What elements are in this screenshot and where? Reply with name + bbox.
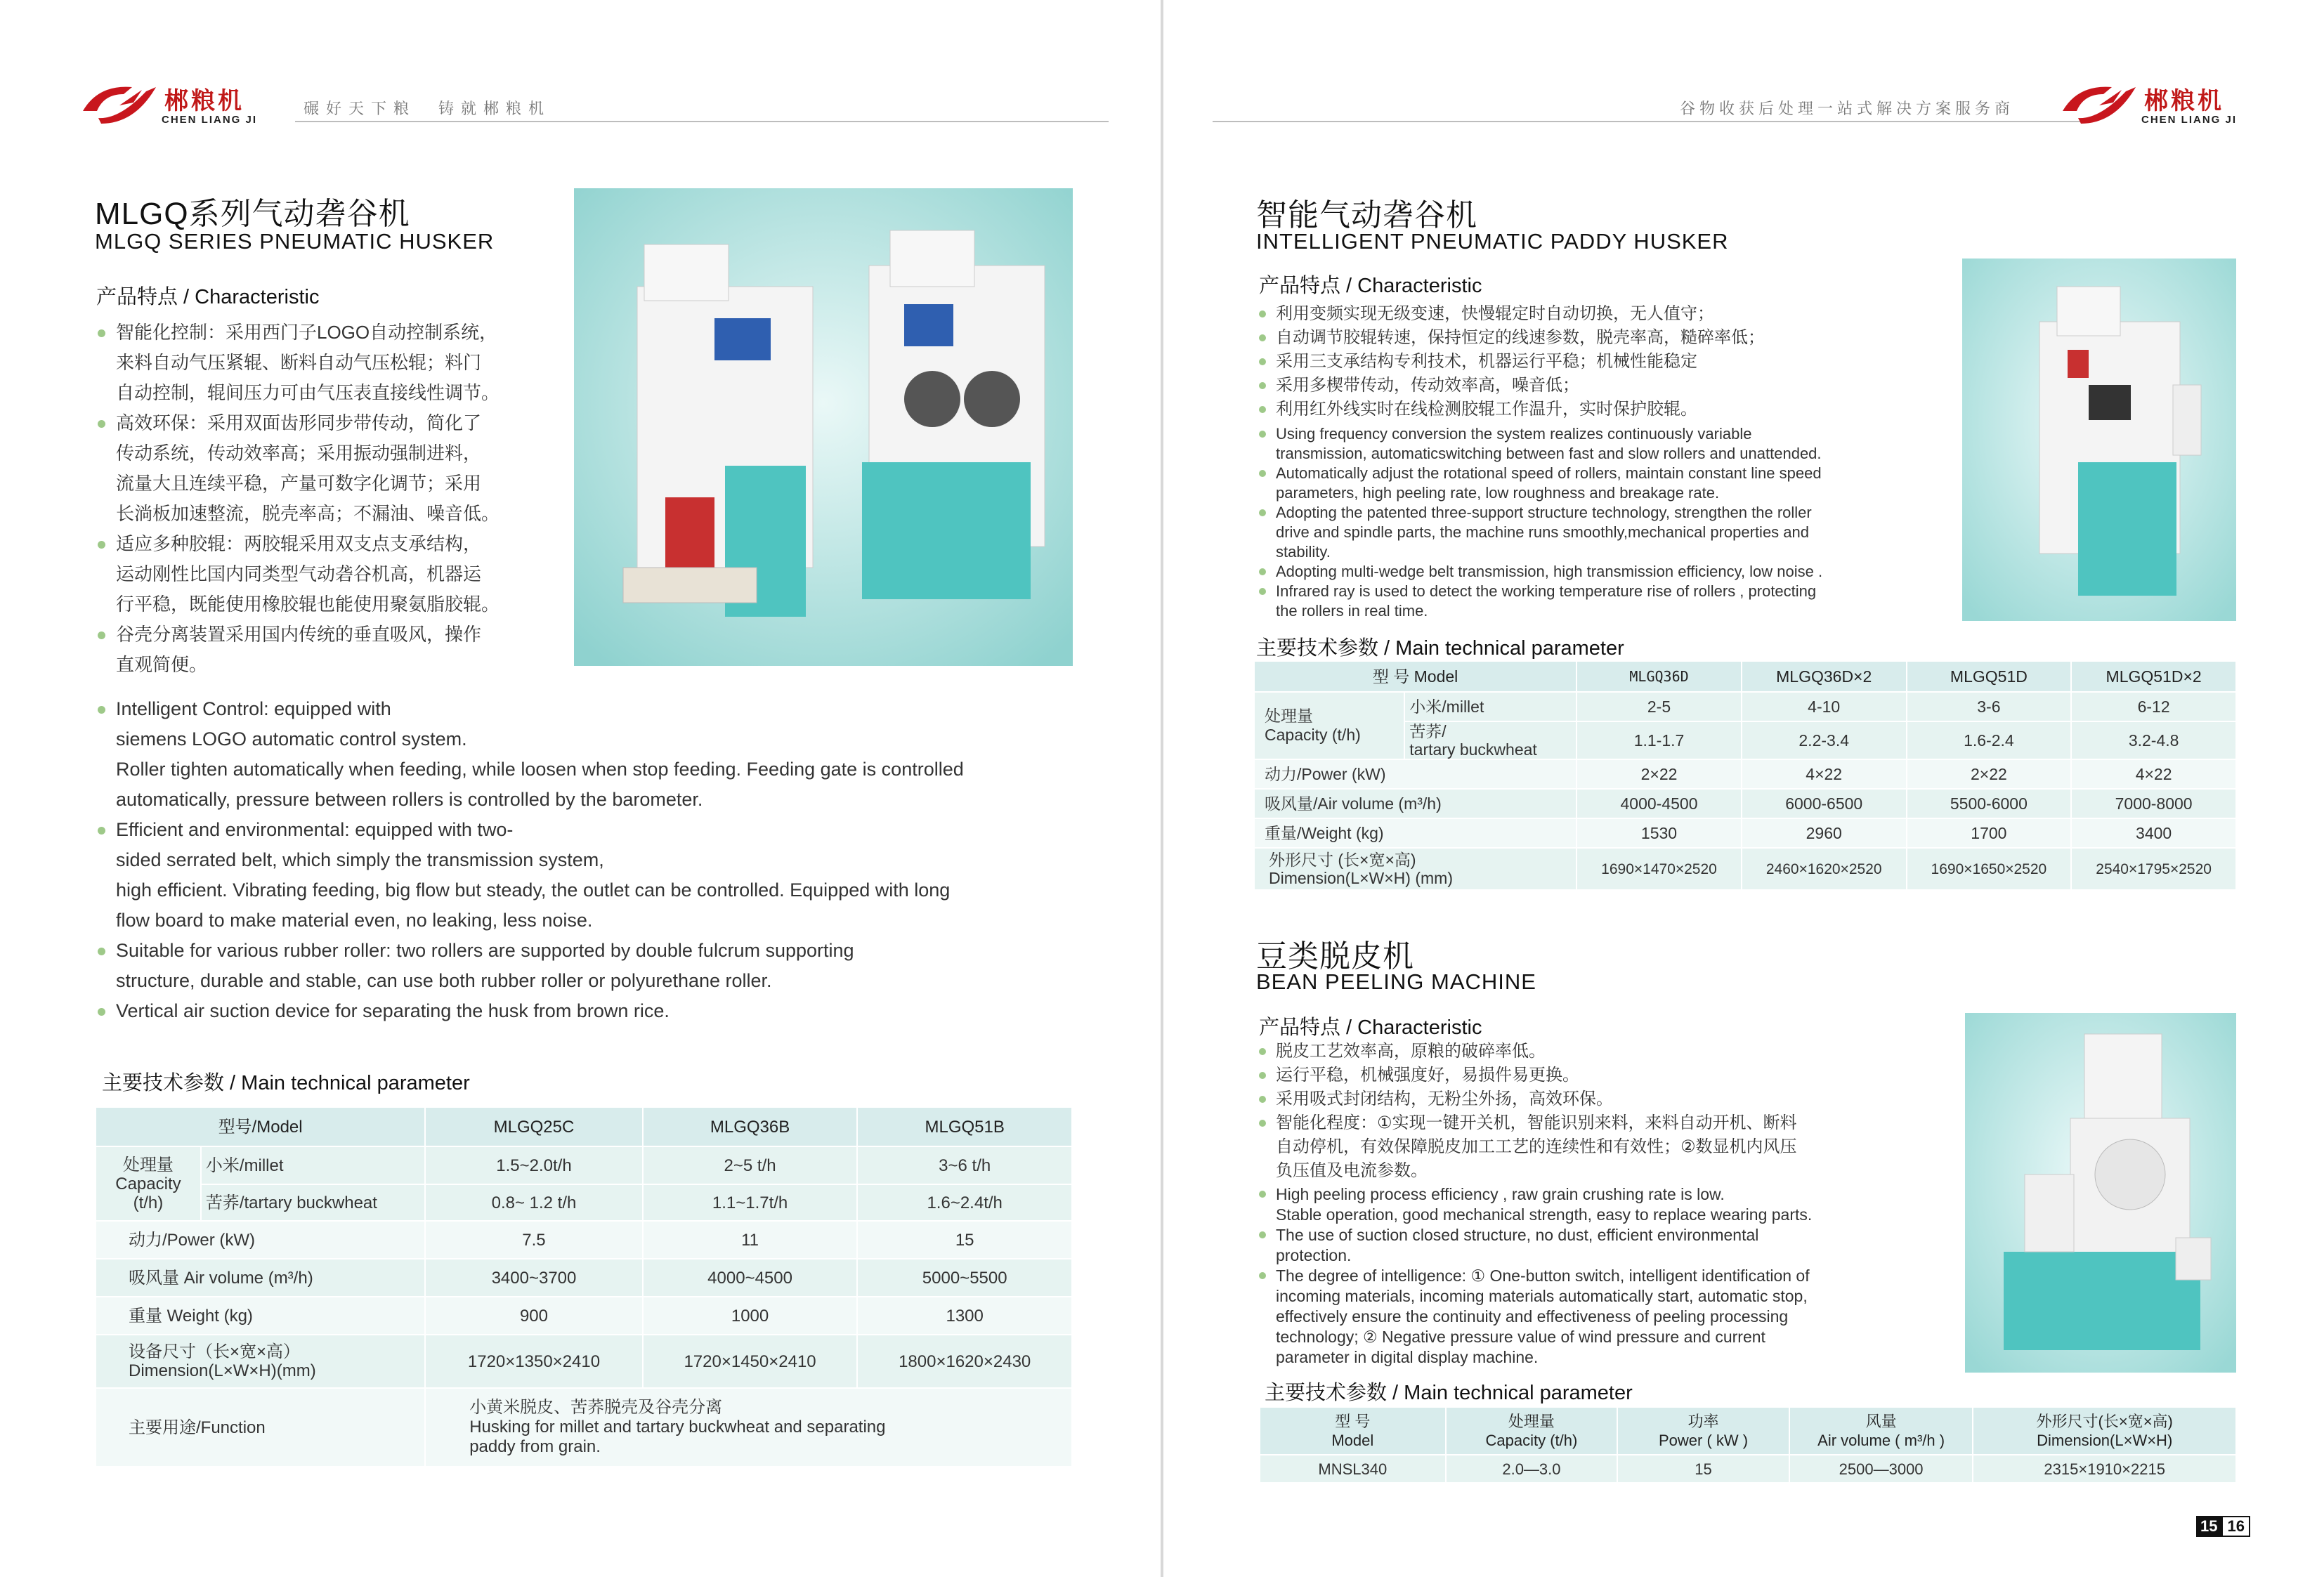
feature-item: 脱皮工艺效率高，原粮的破碎率低。 bbox=[1258, 1040, 1797, 1064]
table-cell: 1000 bbox=[643, 1297, 858, 1335]
sec1-title-cn: 智能气动砻谷机 bbox=[1256, 198, 1477, 233]
bullet-dot bbox=[1259, 1272, 1266, 1279]
table-header: 型 号 Model bbox=[1260, 1407, 1446, 1455]
feature-item: The degree of intelligence: ① One-button switch, intelligent identification of bbox=[1258, 1266, 1812, 1286]
brand-name-cn: 郴粮机 bbox=[2144, 87, 2224, 115]
feature-line: sided serrated belt, which simply the transmission system, bbox=[116, 849, 604, 870]
sec2-spec-table bbox=[1259, 1406, 2237, 1484]
left-title-en: MLGQ SERIES PNEUMATIC HUSKER bbox=[95, 229, 495, 254]
bullet-dot bbox=[1259, 1072, 1266, 1079]
row-label: 动力/Power (kW) bbox=[1254, 759, 1576, 789]
row-label: 小米/millet bbox=[201, 1146, 425, 1184]
table-cell: 1.1~1.7t/h bbox=[643, 1184, 858, 1221]
table-cell: 1800×1620×2430 bbox=[857, 1335, 1072, 1388]
table-cell: 3400 bbox=[2071, 818, 2236, 848]
page-numbers bbox=[2196, 1516, 2250, 1537]
table-cell: 3~6 t/h bbox=[857, 1146, 1072, 1184]
bullet-dot bbox=[98, 632, 105, 639]
feature-item: The use of suction closed structure, no dust, efficient environmental bbox=[1258, 1225, 1812, 1245]
feature-item: 采用多楔带传动，传动效率高，噪音低； bbox=[1258, 374, 1765, 398]
bullet-dot bbox=[1259, 406, 1266, 413]
table-cell: 4×22 bbox=[2071, 759, 2236, 789]
table-cell: 1690×1470×2520 bbox=[1576, 848, 1742, 890]
brand-name-en: CHEN LIANG JI bbox=[2141, 114, 2238, 126]
feature-item: Infrared ray is used to detect the working temperature rise of rollers , protecting bbox=[1258, 582, 1822, 601]
feature-line: transmission, automaticswitching between fast and slow rollers and unattended. bbox=[1276, 445, 1822, 462]
table-cell: 1720×1450×2410 bbox=[643, 1335, 858, 1388]
table-row bbox=[96, 1335, 1072, 1388]
feature-item: 高效环保：采用双面齿形同步带传动，简化了 bbox=[95, 408, 500, 438]
table-cell: 0.8~ 1.2 t/h bbox=[425, 1184, 643, 1221]
table-cell: 2500—3000 bbox=[1789, 1455, 1973, 1483]
table-row bbox=[1260, 1455, 2236, 1483]
table-cell: 1530 bbox=[1576, 818, 1742, 848]
row-label: 外形尺寸 (长×宽×高) Dimension(L×W×H) (mm) bbox=[1254, 848, 1576, 890]
row-label: 动力/Power (kW) bbox=[96, 1221, 425, 1259]
table-cell: 1.1-1.7 bbox=[1576, 721, 1742, 759]
bullet-dot bbox=[1259, 382, 1266, 389]
bean-peeler-photo bbox=[1965, 1013, 2236, 1373]
feature-line: structure, durable and stable, can use both rubber roller or polyurethane roller. bbox=[116, 970, 772, 991]
sec2-title-cn: 豆类脱皮机 bbox=[1256, 939, 1414, 974]
table-cell: 3400~3700 bbox=[425, 1259, 643, 1297]
right-slogan: 谷物收获后处理一站式解决方案服务商 bbox=[1680, 100, 2015, 117]
table-cell: 1720×1350×2410 bbox=[425, 1335, 643, 1388]
feature-item: Using frequency conversion the system realizes continuously variable bbox=[1258, 424, 1822, 444]
table-cell: 4000-4500 bbox=[1576, 789, 1742, 818]
capacity-label: 处理量 Capacity (t/h) bbox=[1254, 692, 1404, 759]
bullet-dot bbox=[1259, 358, 1266, 365]
table-cell: 3.2-4.8 bbox=[2071, 721, 2236, 759]
table-cell: 5000~5500 bbox=[857, 1259, 1072, 1297]
table-row bbox=[1254, 789, 2236, 818]
bullet-dot bbox=[1259, 1191, 1266, 1198]
feature-item: Adopting multi-wedge belt transmission, high transmission efficiency, low noise . bbox=[1258, 562, 1822, 582]
model-cell: MLGQ51B bbox=[857, 1107, 1072, 1146]
bullet-dot bbox=[1259, 1048, 1266, 1055]
feature-line: 流量大且连续平稳，产量可数字化调节；采用 bbox=[116, 473, 482, 494]
table-header: 功率 Power ( kW ) bbox=[1617, 1407, 1789, 1455]
left-page bbox=[0, 0, 1161, 1577]
feature-line: Roller tighten automatically when feeding, while loosen when stop feeding. Feeding gate is controlled bbox=[116, 759, 964, 780]
model-cell: MLGQ36D×2 bbox=[1742, 661, 1907, 692]
feature-line: automatically, pressure between rollers is controlled by the barometer. bbox=[116, 789, 703, 810]
sec2-title-en: BEAN PEELING MACHINE bbox=[1256, 969, 1536, 994]
brand-name-cn: 郴粮机 bbox=[164, 87, 244, 115]
sec1-features-cn bbox=[1258, 302, 1765, 421]
table-cell: 2.2-3.4 bbox=[1742, 721, 1907, 759]
feature-item: Suitable for various rubber roller: two rollers are supported by double fulcrum supporting bbox=[95, 936, 964, 966]
table-cell: 2×22 bbox=[1907, 759, 2072, 789]
feature-item: High peeling process efficiency , raw grain crushing rate is low. bbox=[1258, 1184, 1812, 1205]
bullet-dot bbox=[98, 827, 105, 835]
feature-item: Intelligent Control: equipped with bbox=[95, 694, 964, 724]
table-cell: 4×22 bbox=[1742, 759, 1907, 789]
left-spec-table bbox=[95, 1106, 1073, 1467]
table-cell: 1.6-2.4 bbox=[1907, 721, 2072, 759]
bullet-dot bbox=[1259, 470, 1266, 477]
feature-line: technology; ② Negative pressure value of wind pressure and current bbox=[1276, 1328, 1765, 1346]
table-cell: 1690×1650×2520 bbox=[1907, 848, 2072, 890]
table-cell: 15 bbox=[1617, 1455, 1789, 1483]
feature-line: 自动停机，有效保障脱皮加工工艺的连续性和有效性；②数显机内风压 bbox=[1276, 1137, 1797, 1156]
model-cell: MLGQ51D×2 bbox=[2071, 661, 2236, 692]
table-row bbox=[1254, 848, 2236, 890]
table-cell: 5500-6000 bbox=[1907, 789, 2072, 818]
feature-line: 自动控制，辊间压力可由气压表直接线性调节。 bbox=[116, 382, 500, 403]
table-cell: 1300 bbox=[857, 1297, 1072, 1335]
brand-name-en: CHEN LIANG JI bbox=[162, 114, 258, 126]
bullet-dot bbox=[1259, 1120, 1266, 1127]
feature-item: 智能化控制：采用西门子LOGO自动控制系统， bbox=[95, 318, 500, 348]
sec2-param-heading: 主要技术参数 / Main technical parameter bbox=[1265, 1382, 1633, 1404]
brand-logo bbox=[77, 77, 288, 133]
model-cell: MLGQ36D bbox=[1576, 661, 1742, 692]
sec2-features-en bbox=[1258, 1184, 1812, 1368]
table-cell: 15 bbox=[857, 1221, 1072, 1259]
feature-line: 长淌板加速整流，脱壳率高；不漏油、噪音低。 bbox=[116, 503, 500, 524]
feature-item: 采用三支承结构专利技术，机器运行平稳；机械性能稳定 bbox=[1258, 350, 1765, 374]
bullet-dot bbox=[1259, 334, 1266, 341]
husker-photo bbox=[574, 188, 1073, 666]
table-row bbox=[96, 1259, 1072, 1297]
sec1-title-en: INTELLIGENT PNEUMATIC PADDY HUSKER bbox=[1256, 229, 1729, 254]
sec1-features-en bbox=[1258, 424, 1822, 621]
feature-item: 利用红外线实时在线检测胶辊工作温升，实时保护胶辊。 bbox=[1258, 398, 1765, 421]
feature-item: 运行平稳，机械强度好，易损件易更换。 bbox=[1258, 1064, 1797, 1087]
feature-line: stability. bbox=[1276, 543, 1331, 561]
row-label: 主要用途/Function bbox=[96, 1388, 425, 1467]
feature-line: 运动刚性比国内同类型气动砻谷机高，机器运 bbox=[116, 563, 482, 584]
table-cell: 2-5 bbox=[1576, 692, 1742, 721]
table-cell: 2960 bbox=[1742, 818, 1907, 848]
bullet-dot bbox=[1259, 431, 1266, 438]
header-rule bbox=[1213, 121, 2091, 122]
brand-logo-icon bbox=[77, 77, 162, 126]
table-cell: 2~5 t/h bbox=[643, 1146, 858, 1184]
table-cell: 2460×1620×2520 bbox=[1742, 848, 1907, 890]
table-cell: 11 bbox=[643, 1221, 858, 1259]
function-cell: 小黄米脱皮、苦荞脱壳及谷壳分离 Husking for millet and tartary buckwheat and separating paddy from grain. bbox=[425, 1388, 1072, 1467]
feature-line: the rollers in real time. bbox=[1276, 602, 1428, 620]
table-header: 风量 Air volume ( m³/h ) bbox=[1789, 1407, 1973, 1455]
bullet-dot bbox=[1259, 509, 1266, 516]
header-rule bbox=[295, 121, 1109, 122]
model-label: 型号/Model bbox=[96, 1107, 425, 1146]
bullet-dot bbox=[98, 1008, 105, 1016]
feature-line: 行平稳，既能使用橡胶辊也能使用聚氨脂胶辊。 bbox=[116, 594, 500, 615]
table-cell: 1.5~2.0t/h bbox=[425, 1146, 643, 1184]
table-cell: 4000~4500 bbox=[643, 1259, 858, 1297]
feature-item: 智能化程度：①实现一键开关机，智能识别来料，来料自动开机、断料 bbox=[1258, 1111, 1797, 1135]
row-label: 苦荞/ tartary buckwheat bbox=[1404, 721, 1576, 759]
left-features-en bbox=[95, 694, 964, 1026]
table-cell: 6-12 bbox=[2071, 692, 2236, 721]
feature-line: parameter in digital display machine. bbox=[1276, 1348, 1539, 1366]
bullet-dot bbox=[98, 420, 105, 428]
feature-line: protection. bbox=[1276, 1246, 1352, 1264]
table-row bbox=[96, 1388, 1072, 1467]
table-row bbox=[96, 1221, 1072, 1259]
table-row bbox=[96, 1146, 1072, 1184]
feature-item: 自动调节胶辊转速，保持恒定的线速参数，脱壳率高，糙碎率低； bbox=[1258, 326, 1765, 350]
paddy-husker-photo bbox=[1962, 259, 2236, 621]
table-cell: 7000-8000 bbox=[2071, 789, 2236, 818]
model-cell: MLGQ51D bbox=[1907, 661, 2072, 692]
table-row bbox=[96, 1107, 1072, 1146]
table-row bbox=[96, 1184, 1072, 1221]
table-header: 处理量 Capacity (t/h) bbox=[1446, 1407, 1618, 1455]
bullet-dot bbox=[1259, 1231, 1266, 1238]
row-label: 重量/Weight (kg) bbox=[1254, 818, 1576, 848]
feature-line: 来料自动气压紧辊、断料自动气压松辊；料门 bbox=[116, 352, 482, 373]
feature-item: 适应多种胶辊：两胶辊采用双支点支承结构， bbox=[95, 529, 500, 559]
table-cell: 6000-6500 bbox=[1742, 789, 1907, 818]
sec2-char-heading: 产品特点 / Characteristic bbox=[1259, 1016, 1482, 1039]
bullet-dot bbox=[98, 329, 105, 337]
bullet-dot bbox=[98, 706, 105, 714]
feature-item: Vertical air suction device for separating the husk from brown rice. bbox=[95, 996, 964, 1026]
bullet-dot bbox=[1259, 568, 1266, 575]
bullet-dot bbox=[1259, 1096, 1266, 1103]
table-cell: 2315×1910×2215 bbox=[1973, 1455, 2236, 1483]
sec1-spec-table bbox=[1253, 660, 2237, 891]
table-cell: 7.5 bbox=[425, 1221, 643, 1259]
table-cell: 2540×1795×2520 bbox=[2071, 848, 2236, 890]
feature-line: flow board to make material even, no leaking, less noise. bbox=[116, 910, 593, 931]
feature-item: 采用吸式封闭结构，无粉尘外扬，高效环保。 bbox=[1258, 1087, 1797, 1111]
table-cell: 900 bbox=[425, 1297, 643, 1335]
feature-line: siemens LOGO automatic control system. bbox=[116, 728, 467, 750]
row-label: 设备尺寸（长×宽×高） Dimension(L×W×H)(mm) bbox=[96, 1335, 425, 1388]
table-row bbox=[1254, 692, 2236, 721]
sec1-param-heading: 主要技术参数 / Main technical parameter bbox=[1256, 637, 1624, 660]
bullet-dot bbox=[98, 948, 105, 955]
row-label: 吸风量/Air volume (m³/h) bbox=[1254, 789, 1576, 818]
table-header: 外形尺寸(长×宽×高) Dimension(L×W×H) bbox=[1973, 1407, 2236, 1455]
table-row bbox=[1254, 759, 2236, 789]
bullet-dot bbox=[98, 541, 105, 549]
feature-line: 直观简便。 bbox=[116, 654, 208, 675]
left-param-heading: 主要技术参数 / Main technical parameter bbox=[102, 1072, 470, 1094]
table-cell: 2.0—3.0 bbox=[1446, 1455, 1618, 1483]
feature-line: high efficient. Vibrating feeding, big flow but steady, the outlet can be controlled. Equipped with long bbox=[116, 879, 951, 901]
feature-line: 负压值及电流参数。 bbox=[1276, 1161, 1428, 1180]
table-row bbox=[96, 1297, 1072, 1335]
left-title-cn: MLGQ系列气动砻谷机 bbox=[95, 197, 410, 231]
feature-item: Adopting the patented three-support structure technology, strengthen the roller bbox=[1258, 503, 1822, 523]
bullet-dot bbox=[1259, 588, 1266, 595]
feature-item: 谷壳分离装置采用国内传统的垂直吸风，操作 bbox=[95, 620, 500, 650]
model-cell: MLGQ36B bbox=[643, 1107, 858, 1146]
left-slogan: 碾好天下粮 铸就郴粮机 bbox=[303, 100, 551, 117]
row-label: 吸风量 Air volume (m³/h) bbox=[96, 1259, 425, 1297]
sec1-char-heading: 产品特点 / Characteristic bbox=[1259, 275, 1482, 297]
left-features-cn bbox=[95, 318, 500, 680]
bullet-dot bbox=[1259, 310, 1266, 318]
row-label: 重量 Weight (kg) bbox=[96, 1297, 425, 1335]
feature-line: 传动系统，传动效率高；采用振动强制进料， bbox=[116, 443, 482, 464]
feature-item: 利用变频实现无级变速，快慢辊定时自动切换，无人值守； bbox=[1258, 302, 1765, 326]
row-label: 苦荞/tartary buckwheat bbox=[201, 1184, 425, 1221]
feature-line: effectively ensure the continuity and effectiveness of peeling processing bbox=[1276, 1307, 1789, 1326]
table-cell: 4-10 bbox=[1742, 692, 1907, 721]
feature-item: Automatically adjust the rotational speed of rollers, maintain constant line speed bbox=[1258, 464, 1822, 483]
model-label: 型 号 Model bbox=[1254, 661, 1576, 692]
table-row bbox=[1254, 818, 2236, 848]
right-page bbox=[1163, 0, 2324, 1577]
table-cell: MNSL340 bbox=[1260, 1455, 1446, 1483]
page-number: 15 bbox=[2196, 1516, 2221, 1537]
feature-line: Stable operation, good mechanical strength, easy to replace wearing parts. bbox=[1276, 1205, 1813, 1224]
feature-item: Efficient and environmental: equipped with two- bbox=[95, 815, 964, 845]
table-cell: 1.6~2.4t/h bbox=[857, 1184, 1072, 1221]
brand-logo-icon bbox=[2057, 77, 2141, 126]
feature-line: parameters, high peeling rate, low roughness and breakage rate. bbox=[1276, 484, 1720, 502]
row-label: 小米/millet bbox=[1404, 692, 1576, 721]
table-row bbox=[1260, 1407, 2236, 1455]
brand-logo bbox=[2057, 77, 2268, 133]
capacity-label: 处理量 Capacity (t/h) bbox=[96, 1146, 201, 1221]
table-row bbox=[1254, 661, 2236, 692]
feature-line: incoming materials, incoming materials automatically start, automatic stop, bbox=[1276, 1287, 1808, 1305]
feature-line: drive and spindle parts, the machine runs smoothly,mechanical properties and bbox=[1276, 523, 1809, 541]
table-cell: 3-6 bbox=[1907, 692, 2072, 721]
sec2-features-cn bbox=[1258, 1040, 1797, 1183]
model-cell: MLGQ25C bbox=[425, 1107, 643, 1146]
page-number: 16 bbox=[2221, 1516, 2250, 1537]
table-cell: 1700 bbox=[1907, 818, 2072, 848]
table-cell: 2×22 bbox=[1576, 759, 1742, 789]
left-char-heading: 产品特点 / Characteristic bbox=[96, 286, 320, 308]
